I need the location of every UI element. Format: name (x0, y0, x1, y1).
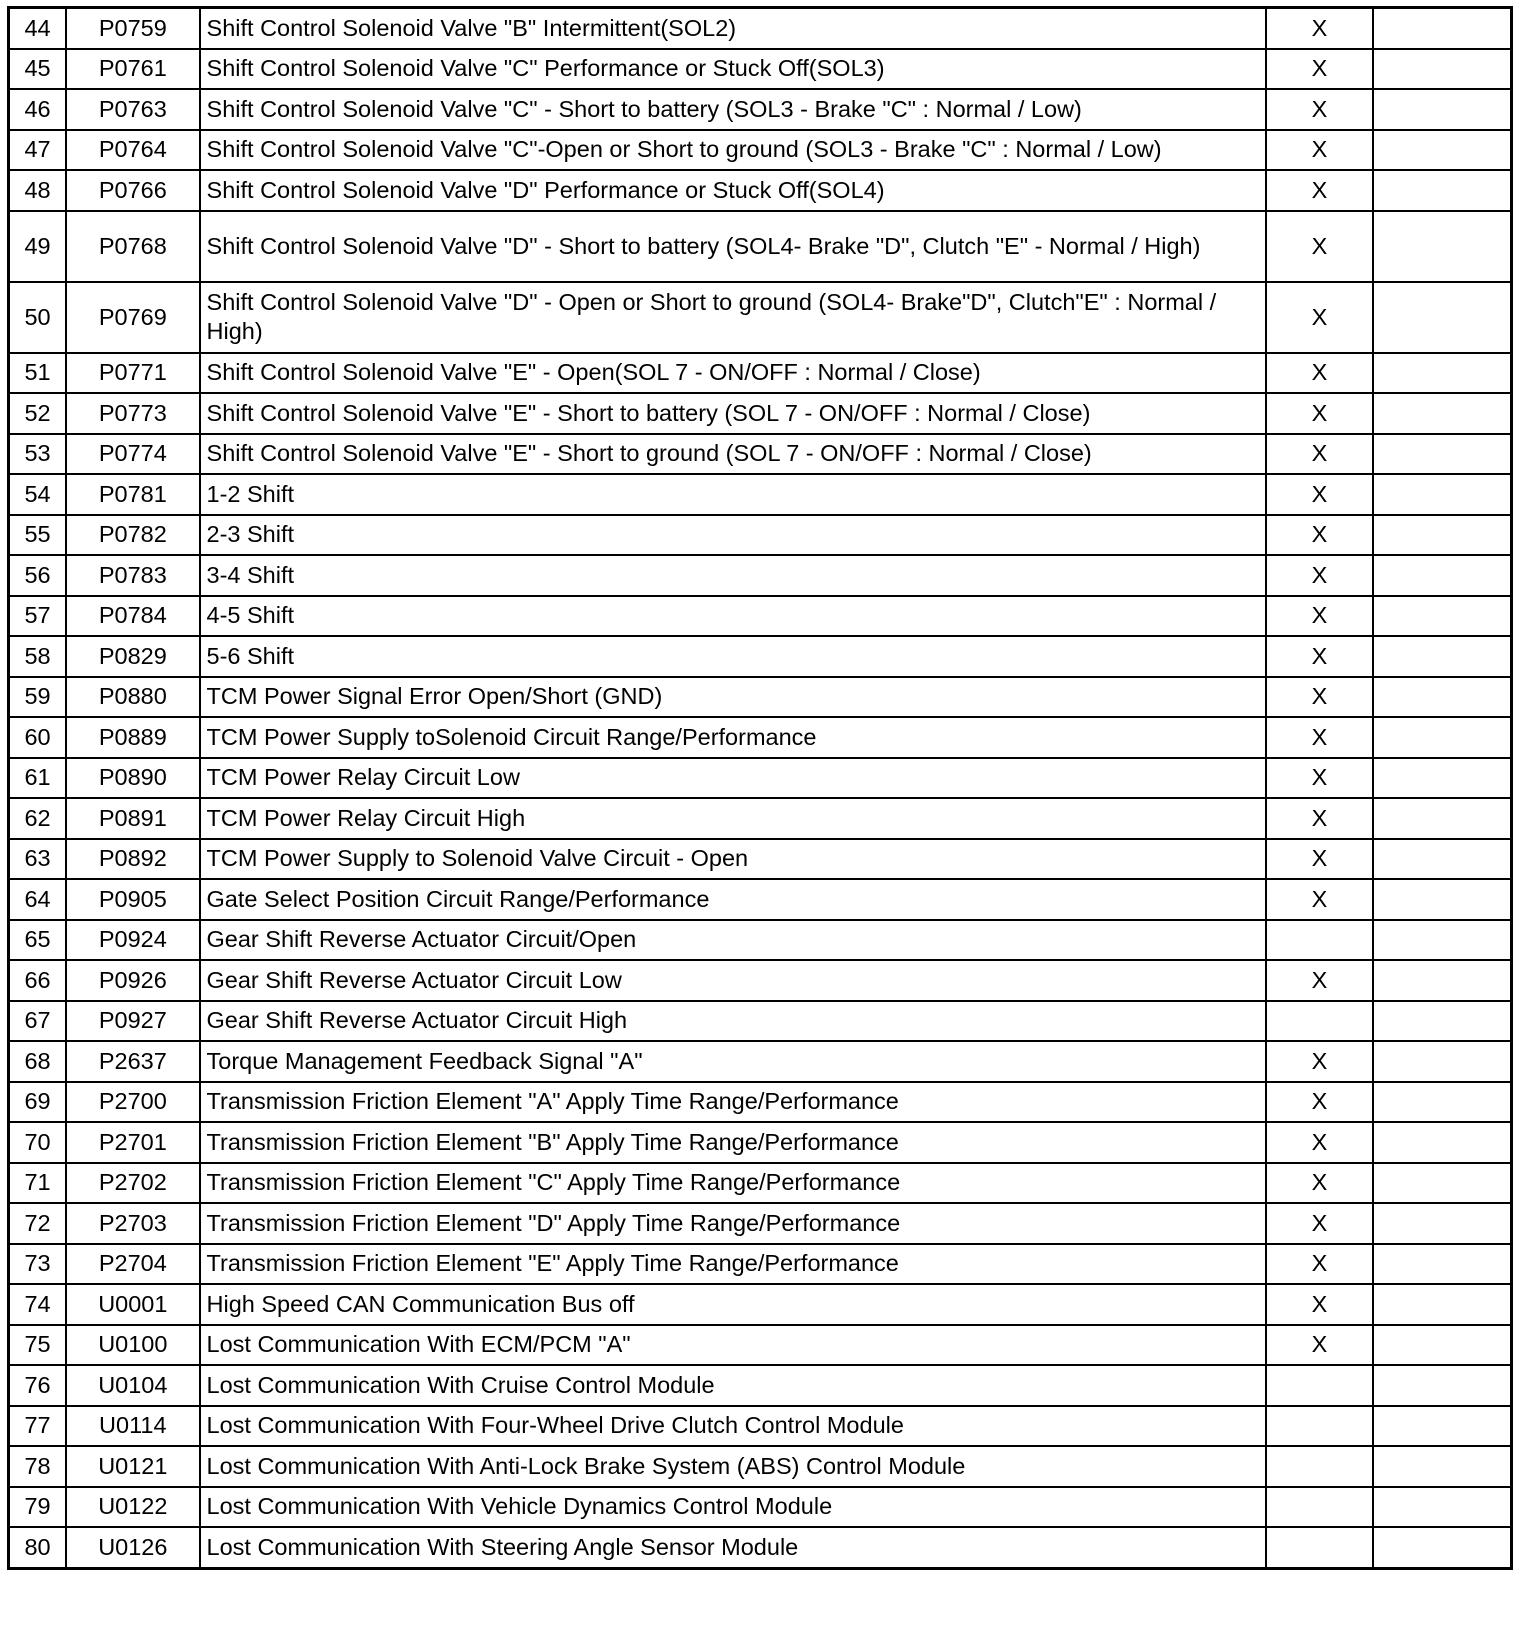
description-cell: Shift Control Solenoid Valve "E" - Open(SOL 7 - ON/OFF : Normal / Close) (200, 353, 1266, 394)
dtc-code-cell: P0766 (66, 170, 199, 211)
dtc-code-cell: P0924 (66, 920, 199, 961)
table-row (9, 555, 1512, 596)
applicability-mark-cell: X (1266, 474, 1373, 515)
applicability-mark-cell: X (1266, 879, 1373, 920)
row-number-cell: 46 (9, 89, 67, 130)
table-row (9, 211, 1512, 282)
description-cell: TCM Power Relay Circuit Low (200, 758, 1266, 799)
table-row (9, 717, 1512, 758)
description-cell: Shift Control Solenoid Valve "C" - Short to battery (SOL3 - Brake "C" : Normal / Low) (200, 89, 1266, 130)
row-number-cell: 62 (9, 798, 67, 839)
row-number-cell: 45 (9, 49, 67, 90)
applicability-mark-cell (1266, 1446, 1373, 1487)
table-row (9, 1163, 1512, 1204)
empty-cell (1373, 130, 1512, 171)
description-cell: Gate Select Position Circuit Range/Performance (200, 879, 1266, 920)
row-number-cell: 78 (9, 1446, 67, 1487)
description-cell: Transmission Friction Element "D" Apply Time Range/Performance (200, 1203, 1266, 1244)
empty-cell (1373, 170, 1512, 211)
empty-cell (1373, 211, 1512, 282)
dtc-code-cell: P0768 (66, 211, 199, 282)
description-cell: Torque Management Feedback Signal "A" (200, 1041, 1266, 1082)
applicability-mark-cell: X (1266, 717, 1373, 758)
empty-cell (1373, 1244, 1512, 1285)
row-number-cell: 58 (9, 636, 67, 677)
row-number-cell: 52 (9, 393, 67, 434)
description-cell: 2-3 Shift (200, 515, 1266, 556)
empty-cell (1373, 1406, 1512, 1447)
dtc-code-cell: P2700 (66, 1082, 199, 1123)
description-cell: Shift Control Solenoid Valve "E" - Short to ground (SOL 7 - ON/OFF : Normal / Close) (200, 434, 1266, 475)
row-number-cell: 56 (9, 555, 67, 596)
applicability-mark-cell (1266, 1001, 1373, 1042)
dtc-code-cell: U0126 (66, 1527, 199, 1568)
dtc-code-cell: P0764 (66, 130, 199, 171)
row-number-cell: 60 (9, 717, 67, 758)
table-row (9, 89, 1512, 130)
table-row (9, 920, 1512, 961)
row-number-cell: 73 (9, 1244, 67, 1285)
row-number-cell: 57 (9, 596, 67, 637)
table-row (9, 1284, 1512, 1325)
row-number-cell: 48 (9, 170, 67, 211)
empty-cell (1373, 798, 1512, 839)
applicability-mark-cell: X (1266, 1244, 1373, 1285)
empty-cell (1373, 515, 1512, 556)
applicability-mark-cell: X (1266, 1284, 1373, 1325)
table-row (9, 474, 1512, 515)
dtc-code-cell: U0001 (66, 1284, 199, 1325)
description-cell: Lost Communication With Anti-Lock Brake System (ABS) Control Module (200, 1446, 1266, 1487)
description-cell: Shift Control Solenoid Valve "C" Performance or Stuck Off(SOL3) (200, 49, 1266, 90)
dtc-code-cell: P0781 (66, 474, 199, 515)
row-number-cell: 71 (9, 1163, 67, 1204)
applicability-mark-cell (1266, 1406, 1373, 1447)
dtc-code-cell: P2703 (66, 1203, 199, 1244)
table-row (9, 170, 1512, 211)
table-row (9, 798, 1512, 839)
table-row (9, 1365, 1512, 1406)
table-row (9, 130, 1512, 171)
empty-cell (1373, 636, 1512, 677)
applicability-mark-cell: X (1266, 1163, 1373, 1204)
empty-cell (1373, 353, 1512, 394)
empty-cell (1373, 1082, 1512, 1123)
dtc-code-cell: P0905 (66, 879, 199, 920)
dtc-code-cell: P0880 (66, 677, 199, 718)
description-cell: 3-4 Shift (200, 555, 1266, 596)
applicability-mark-cell: X (1266, 89, 1373, 130)
dtc-code-cell: P0926 (66, 960, 199, 1001)
description-cell: Shift Control Solenoid Valve "C"-Open or Short to ground (SOL3 - Brake "C" : Normal / Low) (200, 130, 1266, 171)
table-row (9, 1122, 1512, 1163)
description-cell: TCM Power Signal Error Open/Short (GND) (200, 677, 1266, 718)
table-row (9, 8, 1512, 49)
dtc-code-cell: P0769 (66, 282, 199, 353)
row-number-cell: 68 (9, 1041, 67, 1082)
dtc-code-cell: P0782 (66, 515, 199, 556)
row-number-cell: 55 (9, 515, 67, 556)
description-cell: Lost Communication With ECM/PCM "A" (200, 1325, 1266, 1366)
table-row (9, 1082, 1512, 1123)
applicability-mark-cell: X (1266, 282, 1373, 353)
empty-cell (1373, 717, 1512, 758)
row-number-cell: 70 (9, 1122, 67, 1163)
dtc-code-cell: P0771 (66, 353, 199, 394)
description-cell: Gear Shift Reverse Actuator Circuit Low (200, 960, 1266, 1001)
table-row (9, 1244, 1512, 1285)
applicability-mark-cell: X (1266, 393, 1373, 434)
row-number-cell: 65 (9, 920, 67, 961)
empty-cell (1373, 879, 1512, 920)
dtc-code-cell: U0122 (66, 1487, 199, 1528)
table-row (9, 434, 1512, 475)
table-row (9, 879, 1512, 920)
applicability-mark-cell: X (1266, 555, 1373, 596)
table-row (9, 839, 1512, 880)
empty-cell (1373, 282, 1512, 353)
dtc-code-cell: P0829 (66, 636, 199, 677)
dtc-code-cell: P0773 (66, 393, 199, 434)
dtc-code-cell: U0121 (66, 1446, 199, 1487)
applicability-mark-cell: X (1266, 8, 1373, 49)
empty-cell (1373, 1001, 1512, 1042)
table-row (9, 1041, 1512, 1082)
table-row (9, 596, 1512, 637)
description-cell: Transmission Friction Element "B" Apply Time Range/Performance (200, 1122, 1266, 1163)
description-cell: High Speed CAN Communication Bus off (200, 1284, 1266, 1325)
row-number-cell: 59 (9, 677, 67, 718)
dtc-code-cell: P2701 (66, 1122, 199, 1163)
empty-cell (1373, 1122, 1512, 1163)
description-cell: Shift Control Solenoid Valve "D" Performance or Stuck Off(SOL4) (200, 170, 1266, 211)
empty-cell (1373, 1527, 1512, 1568)
empty-cell (1373, 758, 1512, 799)
row-number-cell: 61 (9, 758, 67, 799)
row-number-cell: 77 (9, 1406, 67, 1447)
description-cell: Transmission Friction Element "E" Apply Time Range/Performance (200, 1244, 1266, 1285)
dtc-code-cell: P0763 (66, 89, 199, 130)
empty-cell (1373, 920, 1512, 961)
dtc-code-cell: U0104 (66, 1365, 199, 1406)
empty-cell (1373, 1163, 1512, 1204)
table-row (9, 1446, 1512, 1487)
dtc-code-cell: P0784 (66, 596, 199, 637)
dtc-code-cell: P0927 (66, 1001, 199, 1042)
table-row (9, 960, 1512, 1001)
applicability-mark-cell: X (1266, 1122, 1373, 1163)
row-number-cell: 64 (9, 879, 67, 920)
dtc-code-cell: P0774 (66, 434, 199, 475)
description-cell: TCM Power Relay Circuit High (200, 798, 1266, 839)
applicability-mark-cell: X (1266, 434, 1373, 475)
applicability-mark-cell (1266, 1487, 1373, 1528)
applicability-mark-cell: X (1266, 170, 1373, 211)
applicability-mark-cell: X (1266, 353, 1373, 394)
table-row (9, 1203, 1512, 1244)
empty-cell (1373, 839, 1512, 880)
description-cell: TCM Power Supply toSolenoid Circuit Range/Performance (200, 717, 1266, 758)
applicability-mark-cell: X (1266, 49, 1373, 90)
table-row (9, 515, 1512, 556)
description-cell: Shift Control Solenoid Valve "E" - Short to battery (SOL 7 - ON/OFF : Normal / Close) (200, 393, 1266, 434)
empty-cell (1373, 677, 1512, 718)
description-cell: 5-6 Shift (200, 636, 1266, 677)
applicability-mark-cell: X (1266, 798, 1373, 839)
table-row (9, 49, 1512, 90)
empty-cell (1373, 555, 1512, 596)
table-row (9, 1406, 1512, 1447)
description-cell: Gear Shift Reverse Actuator Circuit/Open (200, 920, 1266, 961)
description-cell: Transmission Friction Element "C" Apply Time Range/Performance (200, 1163, 1266, 1204)
description-cell: Transmission Friction Element "A" Apply Time Range/Performance (200, 1082, 1266, 1123)
empty-cell (1373, 89, 1512, 130)
row-number-cell: 66 (9, 960, 67, 1001)
row-number-cell: 67 (9, 1001, 67, 1042)
row-number-cell: 74 (9, 1284, 67, 1325)
empty-cell (1373, 1325, 1512, 1366)
dtc-table-body (9, 8, 1512, 1569)
applicability-mark-cell: X (1266, 211, 1373, 282)
empty-cell (1373, 1446, 1512, 1487)
dtc-code-cell: P2702 (66, 1163, 199, 1204)
dtc-code-cell: P0783 (66, 555, 199, 596)
applicability-mark-cell (1266, 1365, 1373, 1406)
empty-cell (1373, 393, 1512, 434)
row-number-cell: 51 (9, 353, 67, 394)
row-number-cell: 50 (9, 282, 67, 353)
dtc-code-cell: P0892 (66, 839, 199, 880)
table-row (9, 353, 1512, 394)
table-row (9, 1527, 1512, 1568)
table-row (9, 758, 1512, 799)
empty-cell (1373, 1284, 1512, 1325)
description-cell: Lost Communication With Vehicle Dynamics Control Module (200, 1487, 1266, 1528)
description-cell: Shift Control Solenoid Valve "D" - Open or Short to ground (SOL4- Brake"D", Clutch"E" : Normal / High) (200, 282, 1266, 353)
table-row (9, 636, 1512, 677)
applicability-mark-cell: X (1266, 636, 1373, 677)
row-number-cell: 80 (9, 1527, 67, 1568)
row-number-cell: 53 (9, 434, 67, 475)
dtc-table (7, 6, 1513, 1570)
table-row (9, 282, 1512, 353)
dtc-code-cell: U0114 (66, 1406, 199, 1447)
dtc-code-cell: P0890 (66, 758, 199, 799)
applicability-mark-cell: X (1266, 1082, 1373, 1123)
description-cell: Shift Control Solenoid Valve "B" Intermittent(SOL2) (200, 8, 1266, 49)
empty-cell (1373, 1203, 1512, 1244)
empty-cell (1373, 474, 1512, 515)
empty-cell (1373, 1487, 1512, 1528)
empty-cell (1373, 434, 1512, 475)
empty-cell (1373, 1365, 1512, 1406)
empty-cell (1373, 49, 1512, 90)
applicability-mark-cell: X (1266, 130, 1373, 171)
dtc-code-cell: P0889 (66, 717, 199, 758)
table-row (9, 1325, 1512, 1366)
applicability-mark-cell: X (1266, 758, 1373, 799)
row-number-cell: 72 (9, 1203, 67, 1244)
empty-cell (1373, 1041, 1512, 1082)
dtc-code-cell: P0761 (66, 49, 199, 90)
empty-cell (1373, 8, 1512, 49)
row-number-cell: 75 (9, 1325, 67, 1366)
applicability-mark-cell (1266, 1527, 1373, 1568)
table-row (9, 1001, 1512, 1042)
applicability-mark-cell: X (1266, 1325, 1373, 1366)
row-number-cell: 69 (9, 1082, 67, 1123)
row-number-cell: 49 (9, 211, 67, 282)
description-cell: Lost Communication With Cruise Control Module (200, 1365, 1266, 1406)
description-cell: 1-2 Shift (200, 474, 1266, 515)
applicability-mark-cell: X (1266, 515, 1373, 556)
row-number-cell: 76 (9, 1365, 67, 1406)
row-number-cell: 63 (9, 839, 67, 880)
dtc-code-cell: P0759 (66, 8, 199, 49)
applicability-mark-cell (1266, 920, 1373, 961)
description-cell: 4-5 Shift (200, 596, 1266, 637)
description-cell: Gear Shift Reverse Actuator Circuit High (200, 1001, 1266, 1042)
dtc-code-cell: P2637 (66, 1041, 199, 1082)
description-cell: Lost Communication With Steering Angle Sensor Module (200, 1527, 1266, 1568)
description-cell: Lost Communication With Four-Wheel Drive Clutch Control Module (200, 1406, 1266, 1447)
applicability-mark-cell: X (1266, 677, 1373, 718)
table-row (9, 393, 1512, 434)
dtc-code-cell: P0891 (66, 798, 199, 839)
row-number-cell: 54 (9, 474, 67, 515)
description-cell: Shift Control Solenoid Valve "D" - Short to battery (SOL4- Brake "D", Clutch "E" - Normal / High) (200, 211, 1266, 282)
table-row (9, 1487, 1512, 1528)
empty-cell (1373, 960, 1512, 1001)
dtc-code-cell: U0100 (66, 1325, 199, 1366)
applicability-mark-cell: X (1266, 1203, 1373, 1244)
applicability-mark-cell: X (1266, 1041, 1373, 1082)
applicability-mark-cell: X (1266, 596, 1373, 637)
row-number-cell: 44 (9, 8, 67, 49)
applicability-mark-cell: X (1266, 839, 1373, 880)
row-number-cell: 79 (9, 1487, 67, 1528)
row-number-cell: 47 (9, 130, 67, 171)
dtc-code-cell: P2704 (66, 1244, 199, 1285)
empty-cell (1373, 596, 1512, 637)
table-row (9, 677, 1512, 718)
applicability-mark-cell: X (1266, 960, 1373, 1001)
description-cell: TCM Power Supply to Solenoid Valve Circuit - Open (200, 839, 1266, 880)
